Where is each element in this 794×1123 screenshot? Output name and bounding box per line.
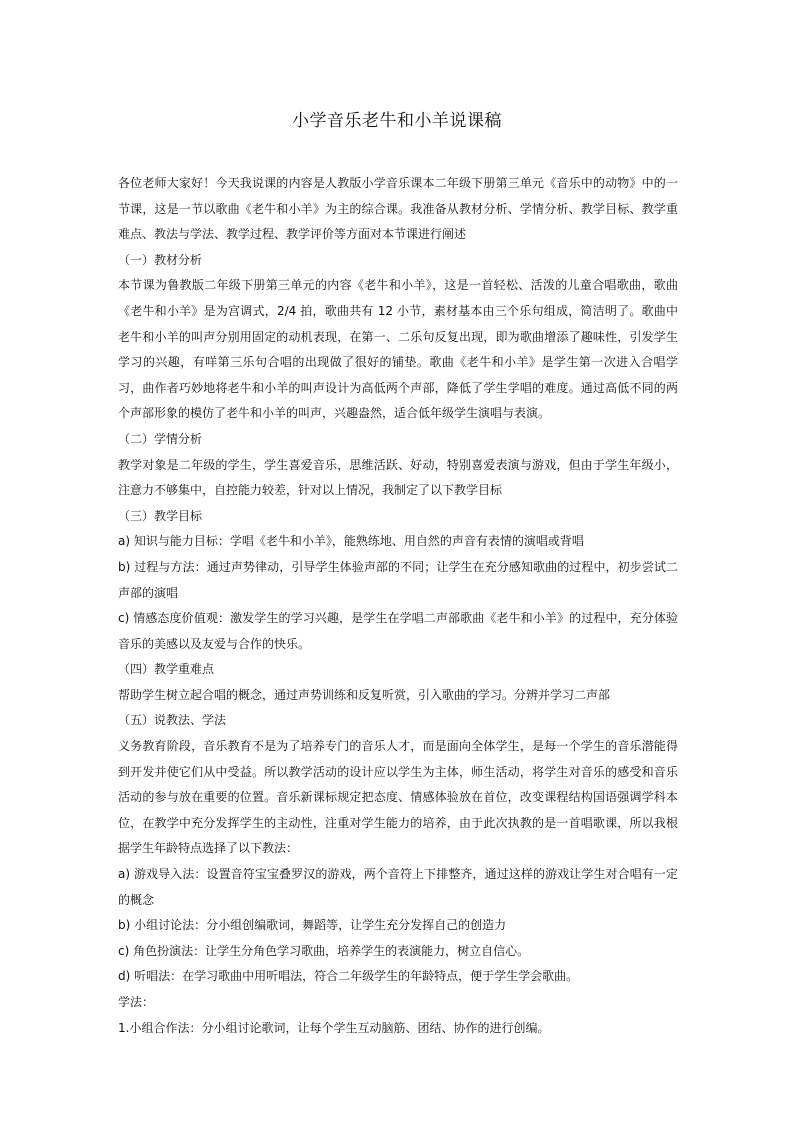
section-heading-keypoints: （四）教学重难点 (118, 662, 215, 677)
section-heading-students: （二）学情分析 (118, 431, 203, 446)
learning-method-heading: 学法： (118, 995, 155, 1009)
method-item-b: b) 小组讨论法：分小组创编歌词，舞蹈等，让学生充分发挥自己的创造力 (118, 918, 507, 933)
method-item-a: a) 游戏导入法：设置音符宝宝叠罗汉的游戏，两个音符上下排整齐，通过这样的游戏让学生对合唱有一定的概念 (118, 867, 678, 907)
learning-method-item-1: 1.小组合作法：分小组讨论歌词，让每个学生互动脑筋、团结、协作的进行创编。 (118, 1020, 550, 1035)
goal-item-c: c) 情感态度价值观：激发学生的学习兴趣，是学生在学唱二声部歌曲《老牛和小羊》的过程中，充分体验音乐的美感以及友爱与合作的快乐。 (118, 611, 678, 651)
section-heading-methods: （五）说教法、学法 (118, 713, 227, 728)
paragraph-material: 本节课为鲁教版二年级下册第三单元的内容《老牛和小羊》，这是一首轻松、活泼的儿童合唱歌曲，歌曲《老牛和小羊》是为宫调式，2/4 拍，歌曲共有 12 小节，素材基本由三个乐句组成，简洁明了。歌曲中老牛和小羊的叫声分别用固定的动机表现，在第一、二乐句反复出现，即为歌曲增添了趣味性，引发学生学习的兴趣，有咩第三乐句合唱的出现做了很好的铺垫。歌曲《老牛和小羊》是学生第一次进入合唱学习，曲作者巧妙地将老牛和小羊的叫声设计为高低两个声部，降低了学生学唱的难度。通过高低不同的两个声部形象的模仿了老牛和小羊的叫声，兴趣盎然，适合低年级学生演唱与表演。 (118, 278, 678, 421)
goal-item-a: a) 知识与能力目标：学唱《老牛和小羊》，能熟练地、用自然的声音有表情的演唱或背唱 (118, 534, 584, 549)
method-item-d: d) 听唱法：在学习歌曲中用听唱法，符合二年级学生的年龄特点，便于学生学会歌曲。 (118, 969, 579, 984)
goal-item-b: b) 过程与方法：通过声势律动，引导学生体验声部的不同；让学生在充分感知歌曲的过程中，初步尝试二声部的演唱 (118, 559, 678, 600)
section-heading-material: （一）教材分析 (118, 252, 203, 267)
section-heading-goals: （三）教学目标 (118, 508, 203, 523)
paragraph-students: 教学对象是二年级的学生，学生喜爱音乐，思维活跃、好动，特别喜爱表演与游戏，但由于学生年级小，注意力不够集中，自控能力较差，针对以上情况，我制定了以下教学目标 (118, 457, 678, 498)
document-title: 小学音乐老牛和小羊说课稿 (292, 111, 502, 131)
paragraph-keypoints: 帮助学生树立起合唱的概念，通过声势训练和反复听赏，引入歌曲的学习。分辨并学习二声部 (118, 687, 611, 702)
intro-paragraph: 各位老师大家好！今天我说课的内容是人教版小学音乐课本二年级下册第三单元《音乐中的动物》中的一节课，这是一节以歌曲《老牛和小羊》为主的综合课。我准备从教材分析、学情分析、教学目标、教学重难点、教法与学法、教学过程、教学评价等方面对本节课进行阐述 (118, 176, 678, 242)
document-body (118, 171, 678, 1041)
paragraph-methods: 义务教育阶段，音乐教育不是为了培养专门的音乐人才，而是面向全体学生，是每一个学生的音乐潜能得到开发并使它们从中受益。所以教学活动的设计应以学生为主体，师生活动，将学生对音乐的感受和音乐活动的参与放在重要的位置。音乐新课标规定把态度、情感体验放在首位，改变课程结构国语强调学科本位，在教学中充分发挥学生的主动性，注重对学生能力的培养，由于此次执教的是一首唱歌课，所以我根据学生年龄特点选择了以下教法： (118, 739, 678, 856)
method-item-c: c) 角色扮演法：让学生分角色学习歌曲，培养学生的表演能力，树立自信心。 (118, 943, 530, 958)
